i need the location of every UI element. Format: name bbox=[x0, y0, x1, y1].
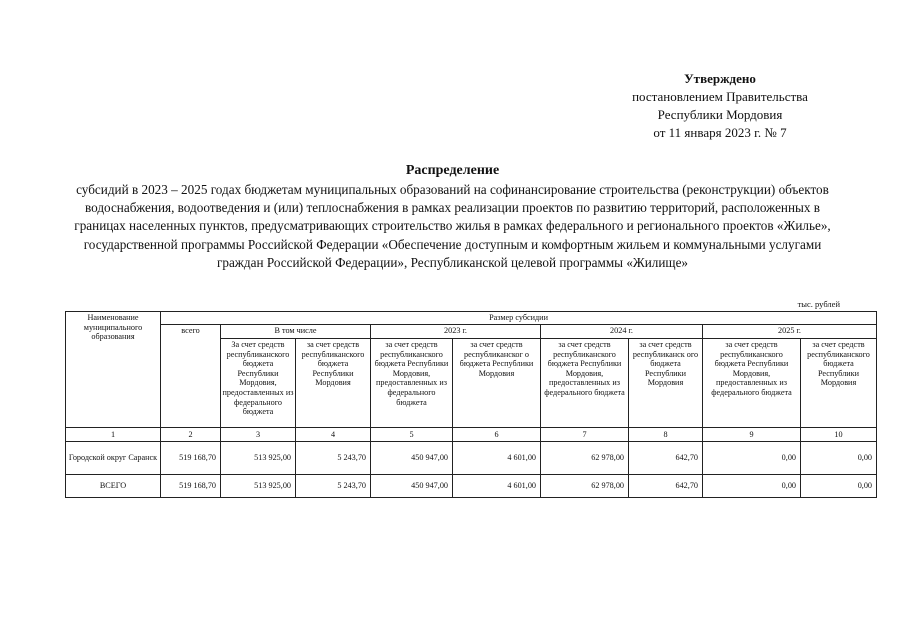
subheader-2023-federal: за счет средств республиканского бюджета Республики Мордовия, предоставленных из федерального бюджета bbox=[371, 339, 453, 428]
value-cell: 0,00 bbox=[703, 475, 801, 498]
header-row-mid bbox=[66, 325, 877, 339]
column-index: 9 bbox=[703, 428, 801, 442]
approval-line-3: от 11 января 2023 г. № 7 bbox=[653, 125, 787, 140]
header-including: В том числе bbox=[221, 325, 371, 339]
header-subsidy: Размер субсидии bbox=[161, 312, 877, 325]
value-cell: 0,00 bbox=[801, 475, 877, 498]
table-row bbox=[66, 442, 877, 475]
approval-block bbox=[600, 70, 840, 142]
column-index-row bbox=[66, 428, 877, 442]
column-index: 4 bbox=[296, 428, 371, 442]
table-row-total bbox=[66, 475, 877, 498]
header-total: всего bbox=[161, 325, 221, 428]
value-cell: 4 601,00 bbox=[453, 475, 541, 498]
value-cell: 450 947,00 bbox=[371, 442, 453, 475]
approval-heading: Утверждено bbox=[684, 71, 756, 86]
approval-line-1: постановлением Правительства bbox=[632, 89, 808, 104]
column-index: 6 bbox=[453, 428, 541, 442]
header-name: Наименование муниципального образования bbox=[66, 312, 161, 428]
value-cell: 513 925,00 bbox=[221, 475, 296, 498]
subheader-2024-republic: за счет средств республиканск ого бюджета Республики Мордовия bbox=[629, 339, 703, 428]
subheader-2024-federal: за счет средств республиканского бюджета Республики Мордовия, предоставленных из федерального бюджета bbox=[541, 339, 629, 428]
document-title: Распределение bbox=[405, 163, 500, 178]
document-subtitle: субсидий в 2023 – 2025 годах бюджетам муниципальных образований на софинансирование строительства (реконструкции) объектов водоснабжения, водоотведения и (или) теплоснабжения в рамках реализации проектов по развитию территорий, расположенных в границах населенных пунктов, предусматривающих строительство жилья в рамках федерального и регионального проектов «Жилье», государственной программы Российской Федерации «Обеспечение доступным и комфортным жильем и коммунальными услугами граждан Российской Федерации», Республиканской целевой программы «Жилище» bbox=[74, 182, 831, 270]
header-year-2023: 2023 г. bbox=[371, 325, 541, 339]
header-year-2025: 2025 г. bbox=[703, 325, 877, 339]
row-name: Городской округ Саранск bbox=[66, 442, 161, 475]
column-index: 8 bbox=[629, 428, 703, 442]
value-cell: 519 168,70 bbox=[161, 475, 221, 498]
value-cell: 62 978,00 bbox=[541, 442, 629, 475]
value-cell: 513 925,00 bbox=[221, 442, 296, 475]
value-cell: 519 168,70 bbox=[161, 442, 221, 475]
unit-note: тыс. рублей bbox=[797, 299, 840, 309]
column-index: 5 bbox=[371, 428, 453, 442]
value-cell: 5 243,70 bbox=[296, 475, 371, 498]
approval-line-2: Республики Мордовия bbox=[657, 107, 783, 122]
subheader-2023-republic: за счет средств республиканског о бюджета Республики Мордовия bbox=[453, 339, 541, 428]
column-index: 10 bbox=[801, 428, 877, 442]
subheader-republic: за счет средств республиканского бюджета Республики Мордовия bbox=[296, 339, 371, 428]
column-index: 1 bbox=[66, 428, 161, 442]
header-row-top bbox=[66, 312, 877, 325]
value-cell: 0,00 bbox=[703, 442, 801, 475]
column-index: 2 bbox=[161, 428, 221, 442]
subheader-2025-republic: за счет средств республиканского бюджета Республики Мордовия bbox=[801, 339, 877, 428]
value-cell: 0,00 bbox=[801, 442, 877, 475]
subheader-2025-federal: за счет средств республиканского бюджета Республики Мордовия, предоставленных из федерального бюджета bbox=[703, 339, 801, 428]
header-year-2024: 2024 г. bbox=[541, 325, 703, 339]
subsidy-table bbox=[65, 311, 877, 498]
column-index: 3 bbox=[221, 428, 296, 442]
subheader-federal: За счет средств республиканского бюджета Республики Мордовия, предоставленных из федерального бюджета bbox=[221, 339, 296, 428]
value-cell: 642,70 bbox=[629, 475, 703, 498]
row-name: ВСЕГО bbox=[66, 475, 161, 498]
value-cell: 450 947,00 bbox=[371, 475, 453, 498]
value-cell: 642,70 bbox=[629, 442, 703, 475]
value-cell: 4 601,00 bbox=[453, 442, 541, 475]
value-cell: 62 978,00 bbox=[541, 475, 629, 498]
value-cell: 5 243,70 bbox=[296, 442, 371, 475]
column-index: 7 bbox=[541, 428, 629, 442]
